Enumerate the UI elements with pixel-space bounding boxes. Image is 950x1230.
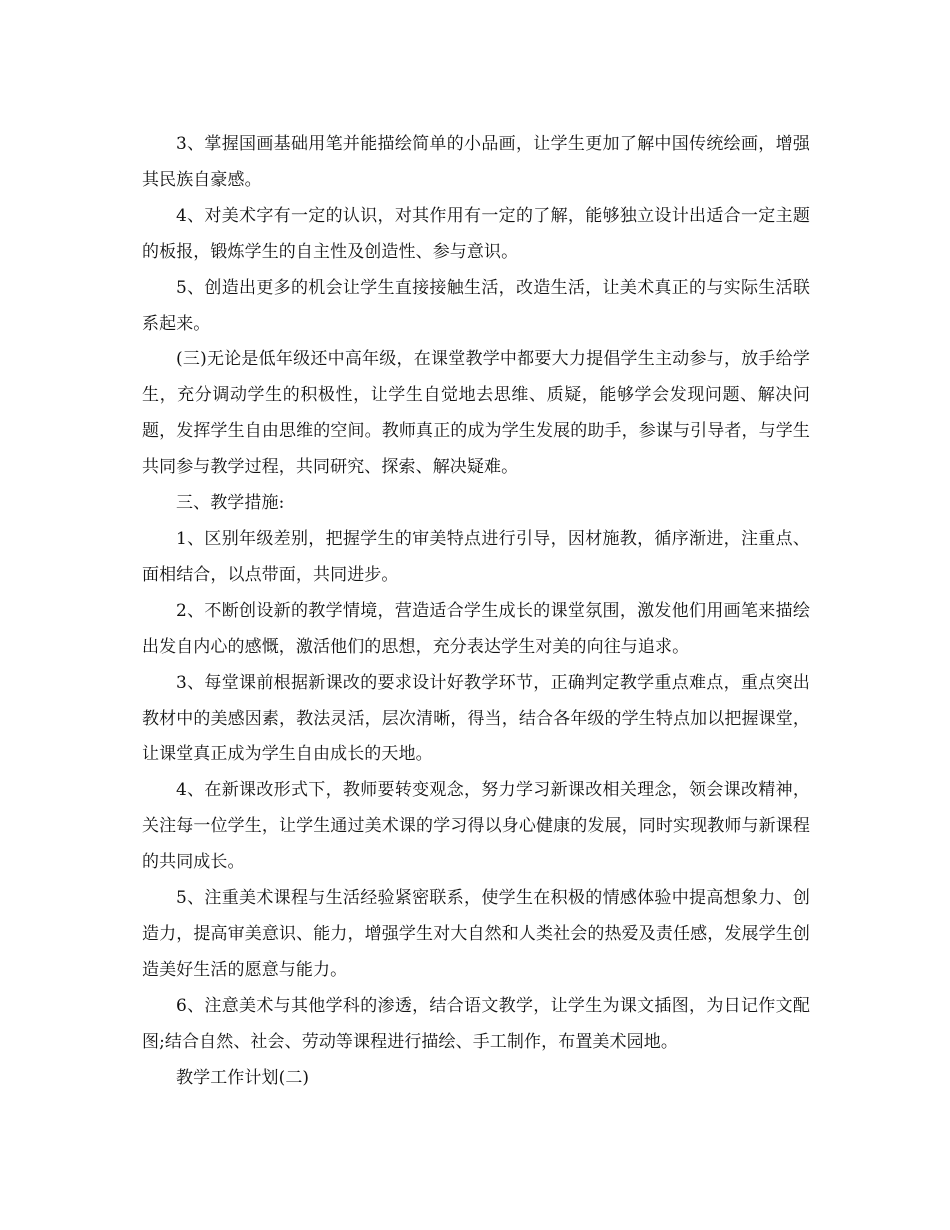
- paragraph-item-4: 4、对美术字有一定的认识，对其作用有一定的了解，能够独立设计出适合一定主题的板报，锻炼学生的自主性及创造性、参与意识。: [142, 205, 810, 262]
- measure-item-1: 1、区别年级差别，把握学生的审美特点进行引导，因材施教，循序渐进，注重点、面相结合，以点带面，共同进步。: [142, 528, 810, 585]
- document-body: [142, 127, 810, 1096]
- paragraph-item-5: 5、创造出更多的机会让学生直接接触生活，改造生活，让美术真正的与实际生活联系起来。: [142, 277, 810, 334]
- paragraph-item-3: 3、掌握国画基础用笔并能描绘简单的小品画，让学生更加了解中国传统绘画，增强其民族自豪感。: [142, 134, 810, 190]
- measure-item-3: 3、每堂课前根据新课改的要求设计好教学环节，正确判定教学重点难点，重点突出教材中的美感因素，教法灵活，层次清晰，得当，结合各年级的学生特点加以把握课堂，让课堂真正成为学生自由成长的天地。: [142, 672, 810, 765]
- measure-item-6: 6、注意美术与其他学科的渗透，结合语文教学，让学生为课文插图，为日记作文配图;结合自然、社会、劳动等课程进行描绘、手工制作，布置美术园地。: [142, 995, 810, 1052]
- measure-item-4: 4、在新课改形式下，教师要转变观念，努力学习新课改相关理念，领会课改精神，关注每一位学生，让学生通过美术课的学习得以身心健康的发展，同时实现教师与新课程的共同成长。: [142, 780, 810, 873]
- measure-item-2: 2、不断创设新的教学情境，营造适合学生成长的课堂氛围，激发他们用画笔来描绘出发自内心的感慨，激活他们的思想，充分表达学生对美的向往与追求。: [142, 600, 810, 657]
- measure-item-5: 5、注重美术课程与生活经验紧密联系，使学生在积极的情感体验中提高想象力、创造力，提高审美意识、能力，增强学生对大自然和人类社会的热爱及责任感，发展学生创造美好生活的愿意与能力。: [142, 888, 810, 980]
- next-section-title: 教学工作计划(二): [176, 1067, 310, 1088]
- section-heading-teaching-measures: 三、教学措施:: [176, 493, 285, 514]
- paragraph-section-three-sub: (三)无论是低年级还中高年级，在课堂教学中都要大力提倡学生主动参与，放手给学生，充分调动学生的积极性，让学生自觉地去思维、质疑，能够学会发现问题、解决问题，发挥学生自由思维的空间。教师真正的成为学生发展的助手，参谋与引导者，与学生共同参与教学过程，共同研究、探索、解决疑难。: [142, 349, 810, 478]
